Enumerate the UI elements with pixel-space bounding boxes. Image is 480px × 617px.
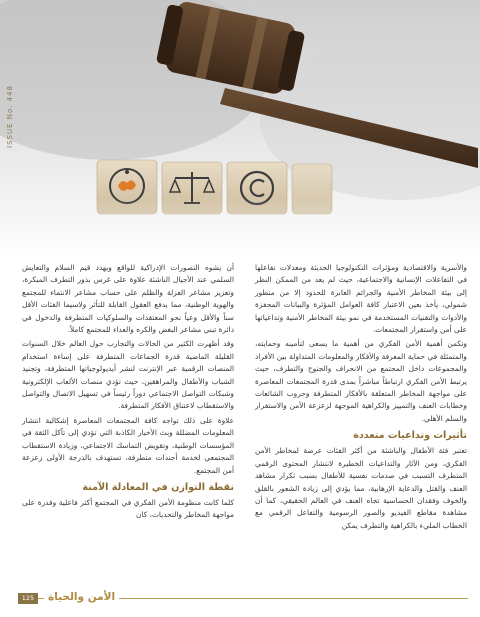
hero-fade bbox=[0, 198, 480, 258]
article-column-left bbox=[22, 262, 234, 524]
hero-photo bbox=[0, 0, 480, 258]
paragraph: والأسرية والاقتصادية ومؤثرات التكنولوجيا الحديثة ومعدلات تفاعلها في التفاعلات الإنسانية والاجتماعية، حيث لم يعد من الممكن النظر إلى بيئة المخاطر الأمنية والجرائم العابرة للحدود إلا من منظور شمولي، يأخذ بعين الاعتبار كافة العوامل المؤثرة والبيانات المحفزة والأدوات والتقنيات المستخدمة في نمو بيئة المخاطر الأمنية وتداعياتها على أمن واستقرار المجتمعات. bbox=[255, 263, 467, 335]
paragraph: علاوة على ذلك تواجه كافة المجتمعات المعاصرة إشكالية انتشار المعلومات المضللة وبث الأخبار الكاذبة التي تؤدي إلى تآكل الثقة في المؤسسات الوطنية، وتقويض التماسك الاجتماعي، وزيادة الاستقطاب المجتمعي لخدمة أجندات متطرفة، تستهدف بالدرجة الأولى زعزعة أمن المجتمع. bbox=[22, 415, 234, 475]
paragraph: وقد أظهرت الكثير من الحالات والتجارب حول العالم خلال السنوات القليلة الماضية قدرة الجماعات المتطرفة على إساءة استخدام المنصات الرقمية عبر الإنترنت لنشر أيديولوجياتها المتطرفة، وتجنيد الشباب والأطفال والمراهقين، حيث تؤدي منصات الألعاب الإلكترونية وشبكات التواصل الاجتماعي دوراً رئيساً في تسهيل الاتصال والتواصل والاستقطاب لاعتناق الأفكار المتطرفة. bbox=[22, 339, 234, 411]
paragraph: كلما كانت منظومة الأمن الفكري في المجتمع أكثر فاعلية وقدرة على مواجهة المخاطر والتحديات، كان bbox=[22, 497, 234, 520]
section-heading: تأثيرات وتداعيات متعددة bbox=[353, 430, 467, 442]
paragraph: تعتبر فئة الأطفال والناشئة من أكثر الفئات عرضة لمخاطر الأمن الفكري، ومن الآثار والتداعيات الخطيرة لانتشار المحتوى الرقمي المتطرف التسبب في صدمات نفسية للأطفال بسبب تكرار مشاهد العنف والقتل والدعاية الإرهابية، مما يؤدي إلى زيادة الشعور بالقلق والخوف وفقدان الحساسية تجاه العنف في العالم الحقيقي، كما أن مشاهدة مقاطع الفيديو والصور الرسومية والتفاعل الرقمي مع الخطاب المليء بالكراهية والتطرف يمكن bbox=[255, 446, 467, 530]
magazine-brand: الأمن والحياة bbox=[44, 588, 119, 606]
article-column-right bbox=[255, 262, 467, 534]
page-number: 125 bbox=[18, 593, 38, 604]
paragraph: أن يشوه التصورات الإدراكية للواقع ويهدد قيم السلام والتعايش السلمي عند الأجيال الناشئة علاوة على غرس بذور التطرف المبكرة، وتعزيز مشاعر العزلة والظلم على حساب مشاعر الانتماء للمجتمع والهوية الوطنية، مما يدفع العقول القابلة للتأثر ولاسيما الفئات الأقل سناً والأقل وعياً نحو المعتقدات والسلوكيات المتطرفة والدخول في دائرة تبني مشاعر البغض والكره والعداء للمجتمع كاملاً. bbox=[22, 263, 234, 335]
issue-label: ISSUE No. 448 bbox=[6, 85, 14, 148]
paragraph: وتكمن أهمية الأمن الفكري من أهمية ما يسعى لتأمينه وحمايته، والمتمثلة في حماية المعرفة والأفكار والمعلومات المتداولة بين الأفراد والمجموعات داخل المجتمع من الانحراف والجنوح والتطرف، حيث يرتبط الأمن الفكري ارتباطاً مباشراً بمدى قدرة المجتمعات المعاصرة على مواجهة المخاطر المتعلقة بالأفكار المتطرفة وحروب الشائعات وخطابات العنف والتمييز والكراهية الموجهة لزعزعة الأمن والاستقرار والسلم الأهلي. bbox=[255, 339, 467, 423]
section-heading: نقطة التوازن في المعادلة الآمنة bbox=[82, 481, 234, 493]
